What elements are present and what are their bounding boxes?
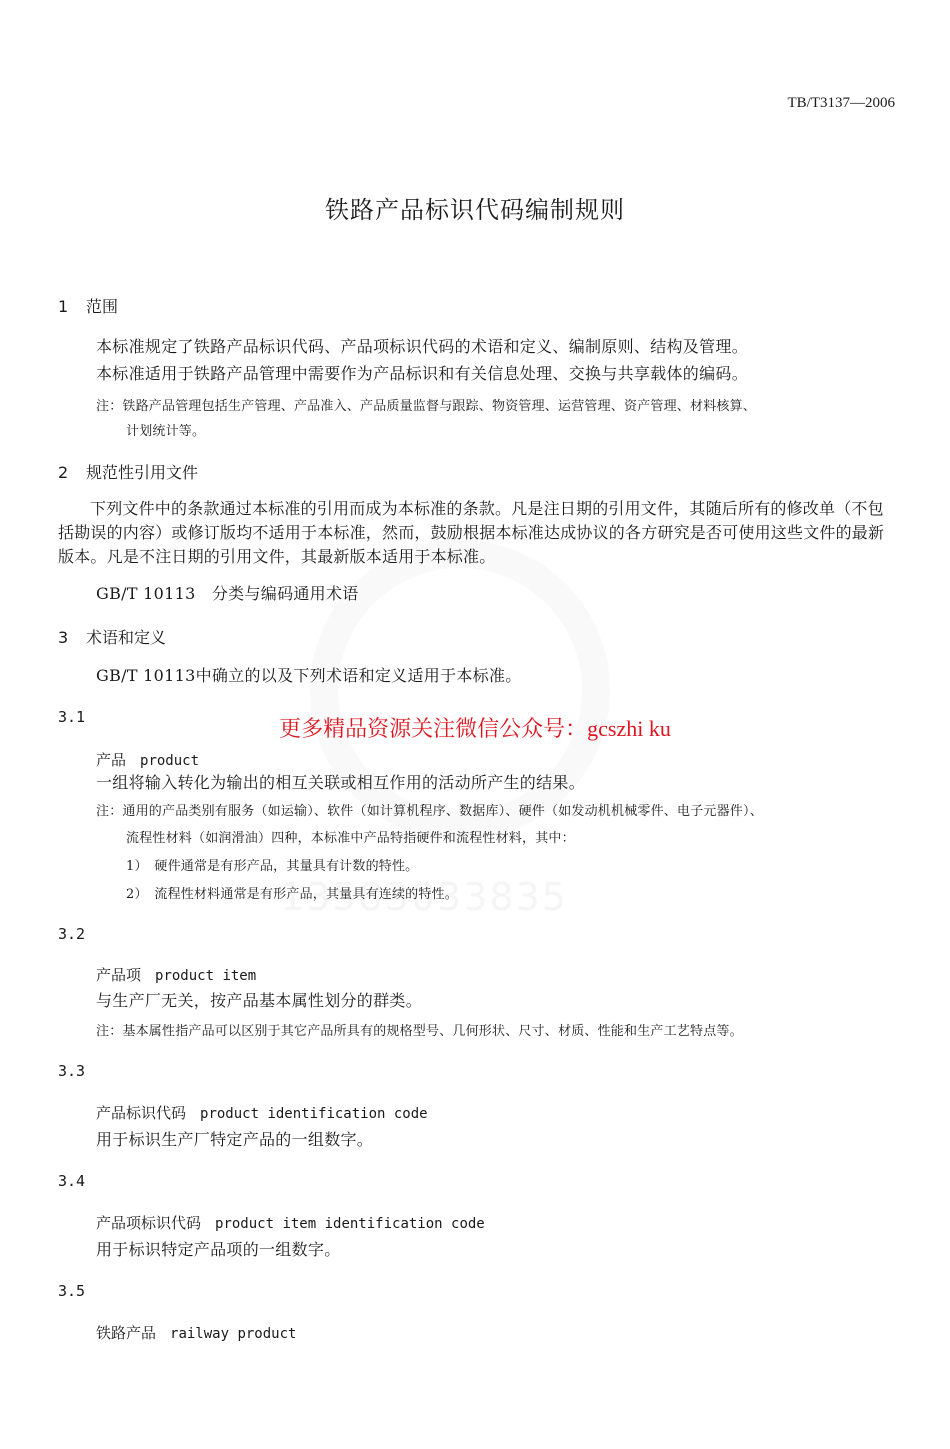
clause-number: 3.5 xyxy=(58,1282,86,1300)
section-1-note-line-1: 注：铁路产品管理包括生产管理、产品准入、产品质量监督与跟踪、物资管理、运营管理、资产管理、材料核算、 xyxy=(96,399,757,414)
clause-note-sub-1: 1） 硬件通常是有形产品，其量具有计数的特性。 xyxy=(126,859,419,874)
clause-number: 3.3 xyxy=(58,1062,86,1080)
clause-note-line-1: 注：基本属性指产品可以区别于其它产品所具有的规格型号、几何形状、尺寸、材质、性能和生产工艺特点等。 xyxy=(96,1024,743,1039)
term-en: product identification code xyxy=(200,1106,428,1122)
section-1-line-1: 本标准规定了铁路产品标识代码、产品项标识代码的术语和定义、编制原则、结构及管理。 xyxy=(96,337,749,356)
term-en: product item xyxy=(155,968,257,984)
term-heading xyxy=(96,1102,428,1123)
section-3-intro: GB/T 10113中确立的以及下列术语和定义适用于本标准。 xyxy=(96,666,522,685)
term-heading xyxy=(96,749,199,770)
term-en: railway product xyxy=(170,1326,297,1342)
term-cn: 产品标识代码 xyxy=(96,1104,187,1122)
clause-note-sub-2: 2） 流程性材料通常是有形产品，其量具有连续的特性。 xyxy=(126,887,458,902)
term-heading xyxy=(96,1212,485,1233)
term-cn: 产品项 xyxy=(96,966,142,984)
clause-number: 3.4 xyxy=(58,1172,86,1190)
section-2-heading xyxy=(58,460,198,483)
clause-number: 3.1 xyxy=(58,708,86,726)
section-3-heading xyxy=(58,625,166,648)
section-1-line-2: 本标准适用于铁路产品管理中需要作为产品标识和有关信息处理、交换与共享载体的编码。 xyxy=(96,364,749,383)
term-definition: 用于标识生产厂特定产品的一组数字。 xyxy=(96,1130,374,1149)
standard-code: TB/T3137—2006 xyxy=(787,95,895,111)
clause-number: 3.2 xyxy=(58,925,86,943)
term-cn: 产品项标识代码 xyxy=(96,1214,202,1232)
term-heading xyxy=(96,1322,296,1343)
section-2-reference: GB/T 10113 分类与编码通用术语 xyxy=(96,584,359,603)
clause-note-line-1: 注：通用的产品类别有服务（如运输）、软件（如计算机程序、数据库）、硬件（如发动机机械零件、电子元器件）、 xyxy=(96,804,763,819)
promo-banner: 更多精品资源关注微信公众号：gcszhi ku xyxy=(279,716,671,741)
section-title: 范围 xyxy=(86,297,119,316)
section-number: 1 xyxy=(58,297,69,316)
document-title: 铁路产品标识代码编制规则 xyxy=(325,196,625,224)
section-title: 规范性引用文件 xyxy=(86,463,199,482)
term-en: product item identification code xyxy=(215,1216,485,1232)
term-cn: 铁路产品 xyxy=(96,1324,157,1342)
term-cn: 产品 xyxy=(96,751,127,769)
section-number: 3 xyxy=(58,628,69,647)
term-definition: 一组将输入转化为输出的相互关联或相互作用的活动所产生的结果。 xyxy=(96,773,586,792)
section-number: 2 xyxy=(58,463,69,482)
term-heading xyxy=(96,964,256,985)
section-title: 术语和定义 xyxy=(86,628,167,647)
section-1-heading xyxy=(58,294,118,317)
section-2-paragraph: 下列文件中的条款通过本标准的引用而成为本标准的条款。凡是注日期的引用文件，其随后所有的修改单（不包括勘误的内容）或修订版均不适用于本标准，然而，鼓励根据本标准达成协议的各方研究是否可使用这些文件的最新版本。凡是不注日期的引用文件，其最新版本适用于本标准。 xyxy=(58,499,885,566)
clause-note-line-2: 流程性材料（如润滑油）四种，本标准中产品特指硬件和流程性材料，其中： xyxy=(126,831,575,846)
term-en: product xyxy=(140,753,200,769)
section-1-note-line-2: 计划统计等。 xyxy=(126,424,206,439)
term-definition: 与生产厂无关，按产品基本属性划分的群类。 xyxy=(96,991,423,1010)
term-definition: 用于标识特定产品项的一组数字。 xyxy=(96,1240,341,1259)
